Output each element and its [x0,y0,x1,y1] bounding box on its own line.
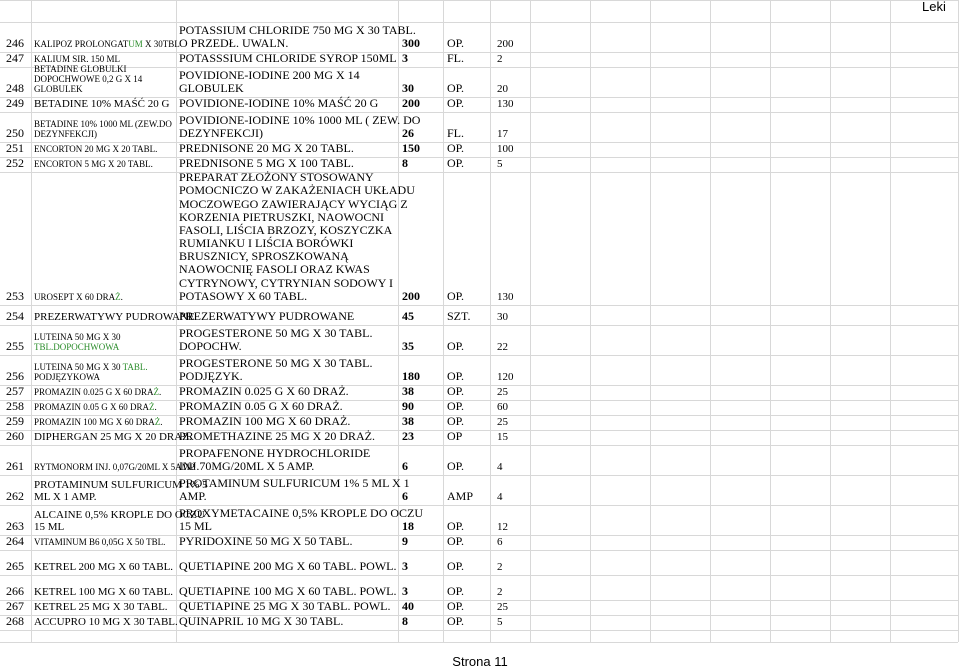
unit: OP. [447,140,465,155]
unit: OP. [447,458,465,473]
table-row [0,52,958,67]
row-number: 265 [6,558,24,573]
quantity: 3 [402,558,408,573]
price: 22 [497,340,508,353]
unit: FL. [447,50,465,65]
active-substance: POVIDIONE-IODINE 10% 1000 ML ( ZEW. DO DEZYNFEKCJI) [179,112,421,140]
price: 200 [497,37,514,50]
product-name: DIPHERGAN 25 MG X 20 DRAZ. [34,430,192,443]
product-name: PREZERWATYWY PUDROWANE [34,310,195,323]
table-row [0,64,958,97]
price: 25 [497,415,508,428]
active-substance: PROMAZIN 0.025 G X 60 DRAŻ. [179,383,349,398]
row-number: 254 [6,308,24,323]
unit: OP. [447,398,465,413]
active-substance: PROGESTERONE 50 MG X 30 TABL. DOPOCHW. [179,325,373,353]
active-substance: PREDNISONE 5 MG X 100 TABL. [179,155,354,170]
table-row [0,505,958,535]
table-row [0,575,958,600]
price: 12 [497,520,508,533]
header-title: Leki [922,0,946,14]
quantity: 23 [402,428,414,443]
quantity: 3 [402,50,408,65]
price: 15 [497,430,508,443]
price: 60 [497,400,508,413]
row-number: 250 [6,125,24,140]
table-row [0,142,958,157]
unit: OP. [447,533,465,548]
row-number: 252 [6,155,24,170]
table-row [0,97,958,112]
active-substance: QUETIAPINE 200 MG X 60 TABL. POWL. [179,558,397,573]
quantity: 18 [402,518,414,533]
quantity: 90 [402,398,414,413]
quantity: 26 [402,125,414,140]
product-name: UROSEPT X 60 DRAŻ. [34,292,123,303]
row-divider [0,630,958,631]
unit: SZT. [447,308,471,323]
product-name: BETADINE 10% 1000 ML (ZEW.DO DEZYNFEKCJI) [34,119,172,140]
product-name: KETREL 100 MG X 60 TABL. [34,585,174,598]
price: 6 [497,535,503,548]
active-substance: PROTAMINUM SULFURICUM 1% 5 ML X 1 AMP. [179,475,410,503]
product-name: BETADINE GLOBULKI DOPOCHWOWE 0,2 G X 14 GLOBULEK [34,64,143,95]
unit: OP. [447,613,465,628]
price: 17 [497,127,508,140]
column-divider [958,0,959,642]
active-substance: PROPAFENONE HYDROCHLORIDE INJ.70MG/20ML X 5 AMP. [179,445,371,473]
quantity: 6 [402,458,408,473]
active-substance: PROMETHAZINE 25 MG X 20 DRAŻ. [179,428,375,443]
active-substance: PROGESTERONE 50 MG X 30 TABL. PODJĘZYK. [179,355,373,383]
table-row [0,400,958,415]
table-row [0,535,958,550]
active-substance: QUETIAPINE 100 MG X 60 TABL. POWL. [179,583,397,598]
table-row [0,615,958,630]
table-row [0,430,958,445]
price: 2 [497,52,503,65]
unit: FL. [447,125,465,140]
quantity: 38 [402,413,414,428]
unit: OP. [447,288,465,303]
price: 2 [497,585,503,598]
row-number: 257 [6,383,24,398]
unit: OP. [447,413,465,428]
unit: OP. [447,35,465,50]
table-row [0,22,958,52]
row-number: 264 [6,533,24,548]
product-name: KALIPOZ PROLONGATUM X 30TBL [34,39,180,50]
quantity: 35 [402,338,414,353]
product-name: PROTAMINUM SULFURICUM 1% 5 ML X 1 AMP. [34,478,208,503]
product-name: KETREL 25 MG X 30 TABL. [34,600,168,613]
row-number: 260 [6,428,24,443]
table-row [0,385,958,400]
quantity: 200 [402,288,420,303]
row-number: 249 [6,95,24,110]
quantity: 300 [402,35,420,50]
row-number: 248 [6,80,24,95]
product-name: RYTMONORM INJ. 0,07G/20ML X 5AMP. [34,462,196,473]
active-substance: PREZERWATYWY PUDROWANE [179,308,355,323]
row-number: 256 [6,368,24,383]
product-name: LUTEINA 50 MG X 30 TABL. PODJĘZYKOWA [34,362,148,383]
row-number: 258 [6,398,24,413]
quantity: 40 [402,598,414,613]
product-name: KALIUM SIR. 150 ML [34,54,121,65]
unit: AMP [447,488,474,503]
row-number: 253 [6,288,24,303]
row-number: 246 [6,35,24,50]
row-number: 247 [6,50,24,65]
product-name: KETREL 200 MG X 60 TABL. [34,560,174,573]
row-number: 259 [6,413,24,428]
unit: OP. [447,368,465,383]
product-name: ACCUPRO 10 MG X 30 TABL. [34,615,178,628]
table-row [0,305,958,325]
quantity: 6 [402,488,408,503]
table-row [0,112,958,142]
active-substance: PROMAZIN 0.05 G X 60 DRAŻ. [179,398,343,413]
table-row [0,445,958,475]
unit: OP. [447,558,465,573]
price: 2 [497,560,503,573]
table-row [0,172,958,305]
price: 30 [497,310,508,323]
quantity: 45 [402,308,414,323]
price: 4 [497,490,503,503]
unit: OP [447,428,463,443]
unit: OP. [447,518,465,533]
unit: OP. [447,155,465,170]
price: 25 [497,600,508,613]
row-number: 268 [6,613,24,628]
page-footer: Strona 11 [452,654,508,669]
product-name: ALCAINE 0,5% KROPLE DO OCZU 15 ML [34,508,205,533]
active-substance: POVIDIONE-IODINE 10% MAŚĆ 20 G [179,95,379,110]
row-divider [0,642,958,643]
unit: OP. [447,95,465,110]
row-number: 251 [6,140,24,155]
unit: OP. [447,383,465,398]
table-row [0,415,958,430]
price: 120 [497,370,514,383]
product-name: ENCORTON 20 MG X 20 TABL. [34,144,158,155]
table-row [0,475,958,505]
quantity: 8 [402,613,408,628]
quantity: 180 [402,368,420,383]
table-row [0,157,958,172]
unit: OP. [447,598,465,613]
active-substance: POVIDIONE-IODINE 200 MG X 14 GLOBULEK [179,67,360,95]
table-row [0,600,958,615]
quantity: 200 [402,95,420,110]
row-number: 262 [6,488,24,503]
product-name: VITAMINUM B6 0,05G X 50 TBL. [34,537,166,548]
row-number: 255 [6,338,24,353]
active-substance: QUINAPRIL 10 MG X 30 TABL. [179,613,344,628]
quantity: 150 [402,140,420,155]
quantity: 38 [402,383,414,398]
quantity: 30 [402,80,414,95]
price: 100 [497,142,514,155]
unit: OP. [447,583,465,598]
quantity: 3 [402,583,408,598]
active-substance: PROMAZIN 100 MG X 60 DRAŻ. [179,413,351,428]
active-substance: QUETIAPINE 25 MG X 30 TABL. POWL. [179,598,391,613]
row-number: 263 [6,518,24,533]
active-substance: PYRIDOXINE 50 MG X 50 TABL. [179,533,353,548]
price: 130 [497,290,514,303]
price: 20 [497,82,508,95]
price: 5 [497,615,503,628]
price: 130 [497,97,514,110]
row-divider [0,0,958,1]
unit: OP. [447,80,465,95]
active-substance: POTASSSIUM CHLORIDE SYROP 150ML [179,50,397,65]
row-number: 266 [6,583,24,598]
product-name: BETADINE 10% MAŚĆ 20 G [34,97,170,110]
product-name: PROMAZIN 0.025 G X 60 DRAŻ. [34,387,162,398]
active-substance: POTASSIUM CHLORIDE 750 MG X 30 TABL. O PRZEDŁ. UWALN. [179,22,416,50]
active-substance: PREPARAT ZŁOŻONY STOSOWANY POMOCNICZO W ZAKAŻENIACH UKŁADU MOCZOWEGO ZAWIERAJĄCY WYCIĄG Z KORZENIA PIETRUSZKI, NAOWOCNI FASOLI, LIŚCIA BRZOZY, KOSZYCZKA RUMIANKU I LIŚCIA BORÓWKI BRUSZNICY, SPROSZKOWANĄ NAOWOCNIĘ FASOLI ORAZ KWAS CYTRYNOWY, CYTRYNIAN SODOWY I POTASOWY X 60 TABL. [179,170,415,303]
table-row [0,325,958,355]
row-number: 261 [6,458,24,473]
product-name: PROMAZIN 100 MG X 60 DRAŻ. [34,417,163,428]
product-name: ENCORTON 5 MG X 20 TABL. [34,159,153,170]
quantity: 8 [402,155,408,170]
price: 5 [497,157,503,170]
table-row [0,550,958,575]
product-name: LUTEINA 50 MG X 30 TBL.DOPOCHWOWA [34,332,121,353]
unit: OP. [447,338,465,353]
price: 4 [497,460,503,473]
active-substance: PROXYMETACAINE 0,5% KROPLE DO OCZU 15 ML [179,505,424,533]
table-row [0,355,958,385]
active-substance: PREDNISONE 20 MG X 20 TABL. [179,140,354,155]
quantity: 9 [402,533,408,548]
product-name: PROMAZIN 0.05 G X 60 DRAŻ. [34,402,157,413]
row-number: 267 [6,598,24,613]
price: 25 [497,385,508,398]
